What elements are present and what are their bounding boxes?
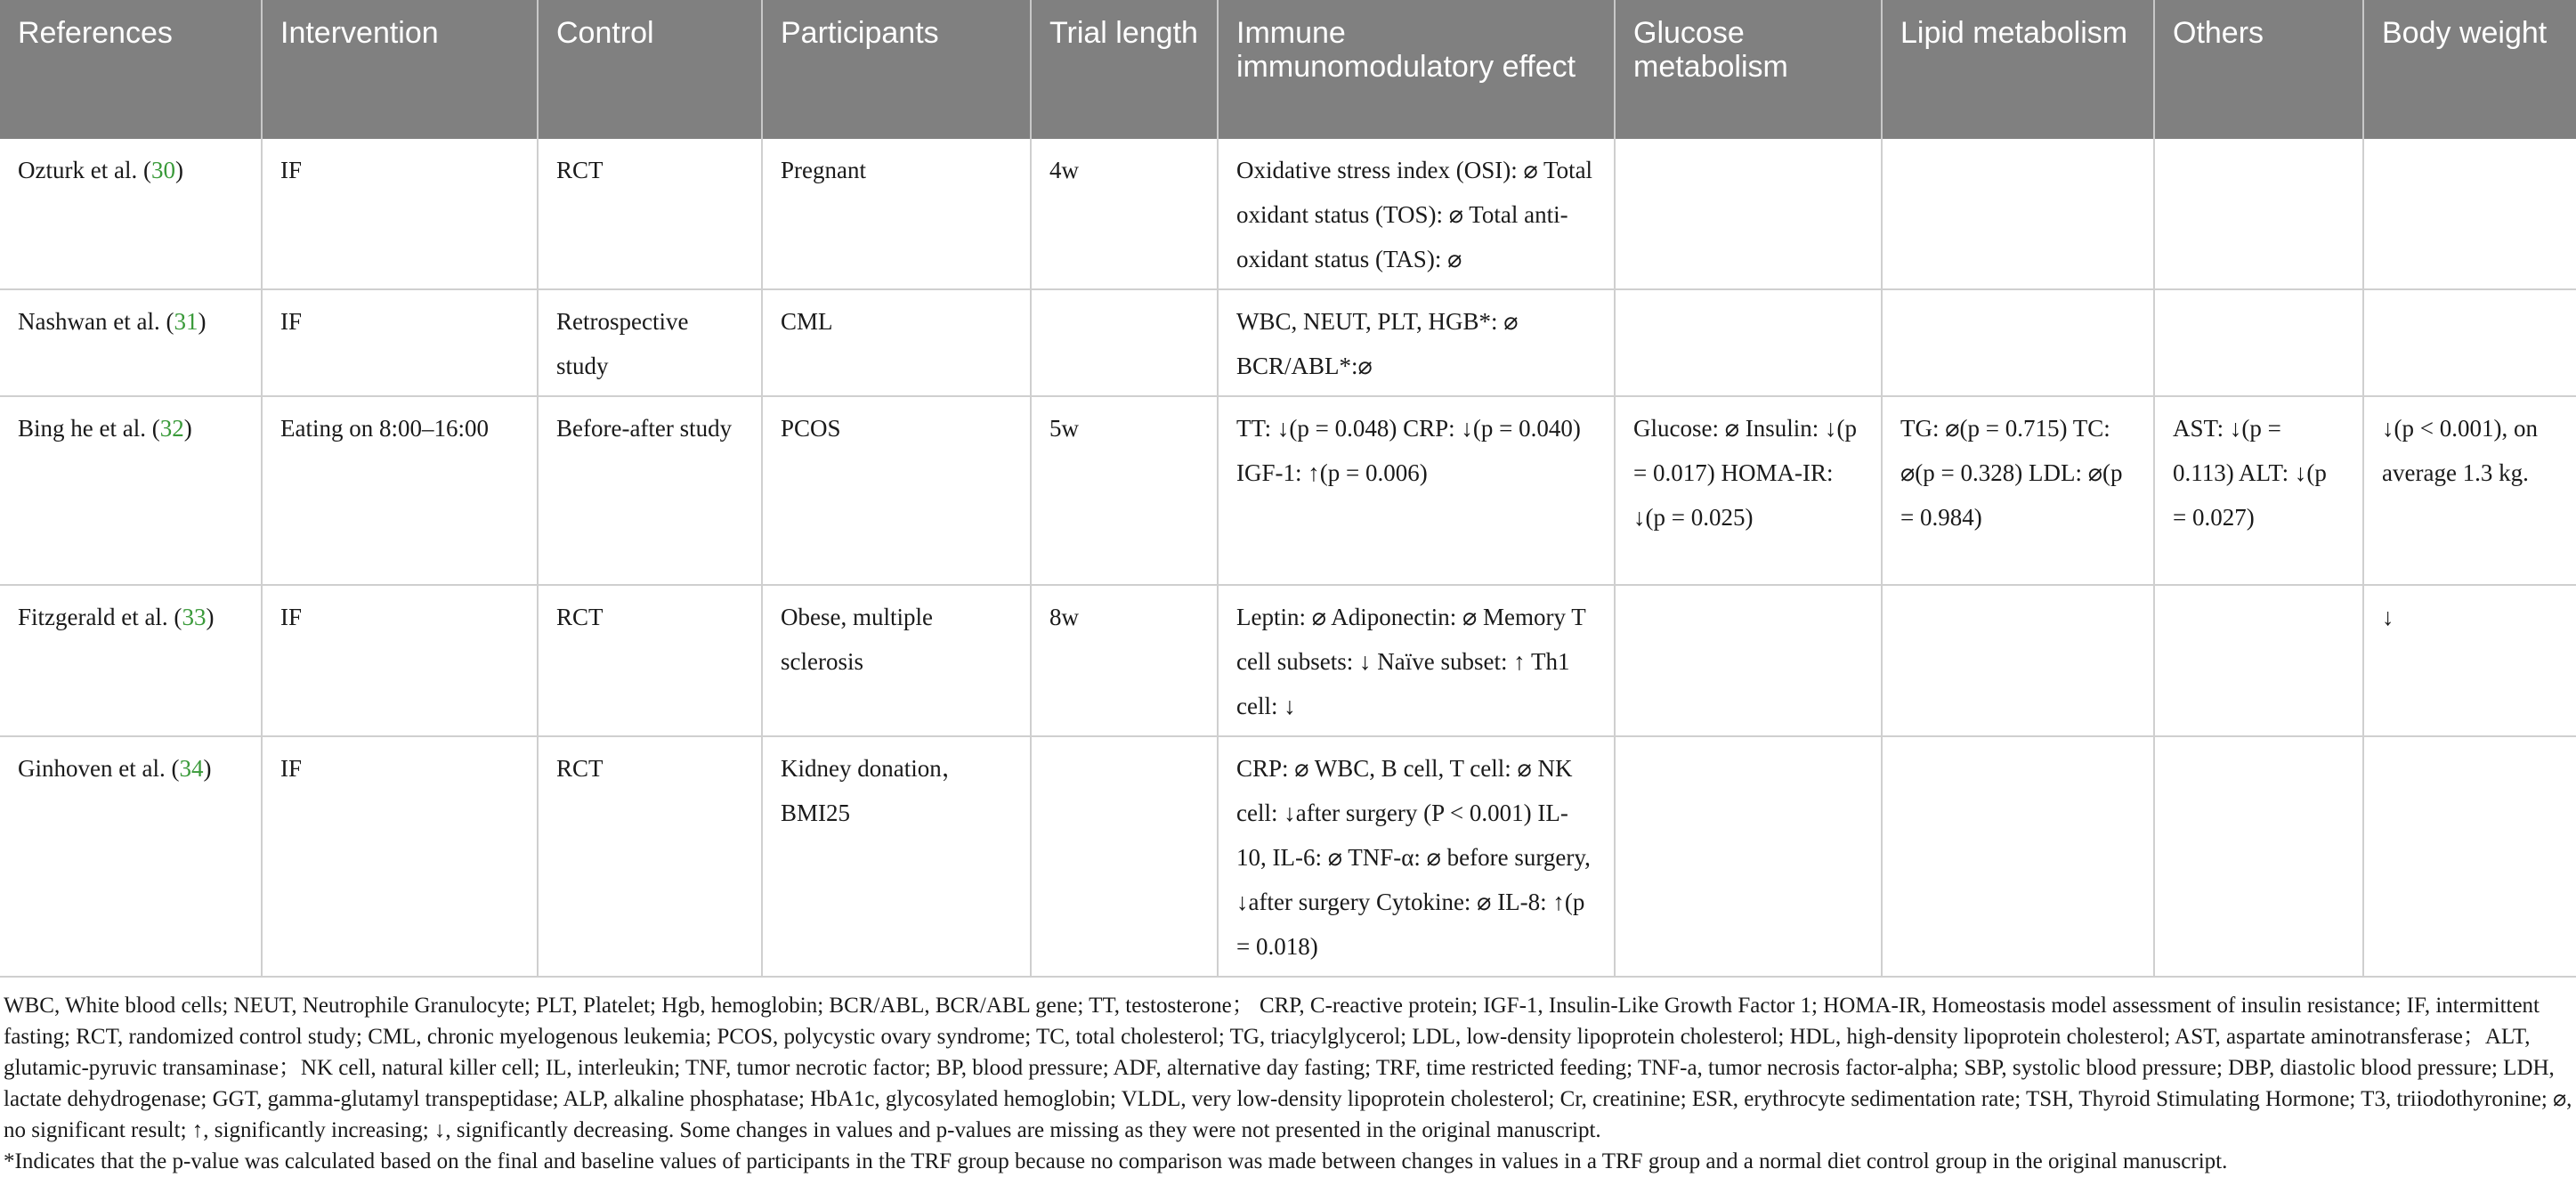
cell-trial-length: 4w bbox=[1031, 139, 1218, 289]
cell-glucose bbox=[1615, 736, 1882, 977]
cell-control: Retrospective study bbox=[538, 289, 762, 396]
header-immune-effect: Immune immunomodulatory effect bbox=[1218, 0, 1615, 139]
cell-control: RCT bbox=[538, 139, 762, 289]
cell-body-weight bbox=[2363, 139, 2576, 289]
reference-link[interactable]: 31 bbox=[174, 308, 198, 335]
cell-intervention: IF bbox=[262, 736, 538, 977]
asterisk-footnote: *Indicates that the p-value was calculated based on the final and baseline values of participants in the TRF group because no comparison was made between changes in values in a TRF group and a normal diet control group in the original manuscript. bbox=[4, 1149, 2228, 1173]
table-row bbox=[0, 289, 2576, 396]
cell-trial-length bbox=[1031, 736, 1218, 977]
cell-intervention: Eating on 8:00–16:00 bbox=[262, 396, 538, 585]
cell-lipid bbox=[1882, 736, 2154, 977]
cell-immune: CRP: ⌀ WBC, B cell, T cell: ⌀ NK cell: ↓after surgery (P < 0.001) IL-10, IL-6: ⌀ TNF-α: ⌀ before surgery, ↓after surgery Cytokine: ⌀ IL-8: ↑(p = 0.018) bbox=[1218, 736, 1615, 977]
cell-reference: Nashwan et al. (31) bbox=[0, 289, 262, 396]
cell-body-weight bbox=[2363, 736, 2576, 977]
cell-participants: Obese, multiple sclerosis bbox=[762, 585, 1031, 736]
table-row bbox=[0, 585, 2576, 736]
header-participants: Participants bbox=[762, 0, 1031, 139]
header-control: Control bbox=[538, 0, 762, 139]
cell-participants: Kidney donation，BMI25 bbox=[762, 736, 1031, 977]
cell-others bbox=[2154, 139, 2363, 289]
cell-glucose: Glucose: ⌀ Insulin: ↓(p = 0.017) HOMA-IR: ↓(p = 0.025) bbox=[1615, 396, 1882, 585]
cell-reference: Fitzgerald et al. (33) bbox=[0, 585, 262, 736]
cell-trial-length: 8w bbox=[1031, 585, 1218, 736]
reference-link[interactable]: 30 bbox=[150, 157, 175, 183]
table-notes bbox=[0, 978, 2576, 1177]
header-glucose-metabolism: Glucose metabolism bbox=[1615, 0, 1882, 139]
cell-others bbox=[2154, 736, 2363, 977]
header-trial-length: Trial length bbox=[1031, 0, 1218, 139]
header-lipid-metabolism: Lipid metabolism bbox=[1882, 0, 2154, 139]
cell-control: RCT bbox=[538, 736, 762, 977]
cell-participants: CML bbox=[762, 289, 1031, 396]
header-intervention: Intervention bbox=[262, 0, 538, 139]
cell-lipid bbox=[1882, 585, 2154, 736]
cell-immune: TT: ↓(p = 0.048) CRP: ↓(p = 0.040) IGF-1: ↑(p = 0.006) bbox=[1218, 396, 1615, 585]
cell-control: RCT bbox=[538, 585, 762, 736]
cell-others: AST: ↓(p = 0.113) ALT: ↓(p = 0.027) bbox=[2154, 396, 2363, 585]
cell-lipid bbox=[1882, 289, 2154, 396]
cell-lipid: TG: ⌀(p = 0.715) TC: ⌀(p = 0.328) LDL: ⌀(p = 0.984) bbox=[1882, 396, 2154, 585]
cell-reference: Ozturk et al. (30) bbox=[0, 139, 262, 289]
header-others: Others bbox=[2154, 0, 2363, 139]
cell-reference: Ginhoven et al. (34) bbox=[0, 736, 262, 977]
cell-intervention: IF bbox=[262, 585, 538, 736]
cell-others bbox=[2154, 289, 2363, 396]
cell-trial-length: 5w bbox=[1031, 396, 1218, 585]
reference-link[interactable]: 34 bbox=[179, 755, 204, 782]
table-row bbox=[0, 396, 2576, 585]
cell-body-weight bbox=[2363, 289, 2576, 396]
cell-immune: Leptin: ⌀ Adiponectin: ⌀ Memory T cell subsets: ↓ Naïve subset: ↑ Th1 cell: ↓ bbox=[1218, 585, 1615, 736]
cell-intervention: IF bbox=[262, 289, 538, 396]
cell-participants: Pregnant bbox=[762, 139, 1031, 289]
cell-others bbox=[2154, 585, 2363, 736]
table-row bbox=[0, 736, 2576, 977]
cell-glucose bbox=[1615, 585, 1882, 736]
cell-glucose bbox=[1615, 139, 1882, 289]
cell-immune: WBC, NEUT, PLT, HGB*: ⌀ BCR/ABL*:⌀ bbox=[1218, 289, 1615, 396]
header-row bbox=[0, 0, 2576, 139]
table-row bbox=[0, 139, 2576, 289]
cell-lipid bbox=[1882, 139, 2154, 289]
reference-link[interactable]: 32 bbox=[159, 415, 184, 442]
header-references: References bbox=[0, 0, 262, 139]
cell-participants: PCOS bbox=[762, 396, 1031, 585]
reference-link[interactable]: 33 bbox=[182, 604, 207, 630]
cell-reference: Bing he et al. (32) bbox=[0, 396, 262, 585]
cell-trial-length bbox=[1031, 289, 1218, 396]
cell-body-weight: ↓(p < 0.001), on average 1.3 kg. bbox=[2363, 396, 2576, 585]
cell-body-weight: ↓ bbox=[2363, 585, 2576, 736]
abbreviations-footnote: WBC, White blood cells; NEUT, Neutrophile Granulocyte; PLT, Platelet; Hgb, hemoglobin; BCR/ABL, BCR/ABL gene; TT, testosterone； CRP, C-reactive protein; IGF-1, Insulin-Like Growth Factor 1; HOMA-IR, Homeostasis model assessment of insulin resistance; IF, intermittent fasting; RCT, randomized control study; CML, chronic myelogenous leukemia; PCOS, polycystic ovary syndrome; TC, total cholesterol; TG, triacylglycerol; LDL, low-density lipoprotein cholesterol; HDL, high-density lipoprotein cholesterol; AST, aspartate aminotransferase；ALT, glutamic-pyruvic transaminase；NK cell, natural killer cell; IL, interleukin; TNF, tumor necrotic factor; BP, blood pressure; ADF, alternative day fasting; TRF, time restricted feeding; TNF-a, tumor necrosis factor-alpha; SBP, systolic blood pressure; DBP, diastolic blood pressure; LDH, lactate dehydrogenase; GGT, gamma-glutamyl transpeptidase; ALP, alkaline phosphatase; HbA1c, glycosylated hemoglobin; VLDL, very low-density lipoprotein cholesterol; Cr, creatinine; ESR, erythrocyte sedimentation rate; TSH, Thyroid Stimulating Hormone; T3, triiodothyronine; ⌀, no significant result; ↑, significantly increasing; ↓, significantly decreasing. Some changes in values and p-values are missing as they were not presented in the original manuscript. bbox=[4, 994, 2572, 1142]
cell-immune: Oxidative stress index (OSI): ⌀ Total oxidant status (TOS): ⌀ Total anti-oxidant status (TAS): ⌀ bbox=[1218, 139, 1615, 289]
cell-control: Before-after study bbox=[538, 396, 762, 585]
cell-intervention: IF bbox=[262, 139, 538, 289]
header-body-weight: Body weight bbox=[2363, 0, 2576, 139]
cell-glucose bbox=[1615, 289, 1882, 396]
